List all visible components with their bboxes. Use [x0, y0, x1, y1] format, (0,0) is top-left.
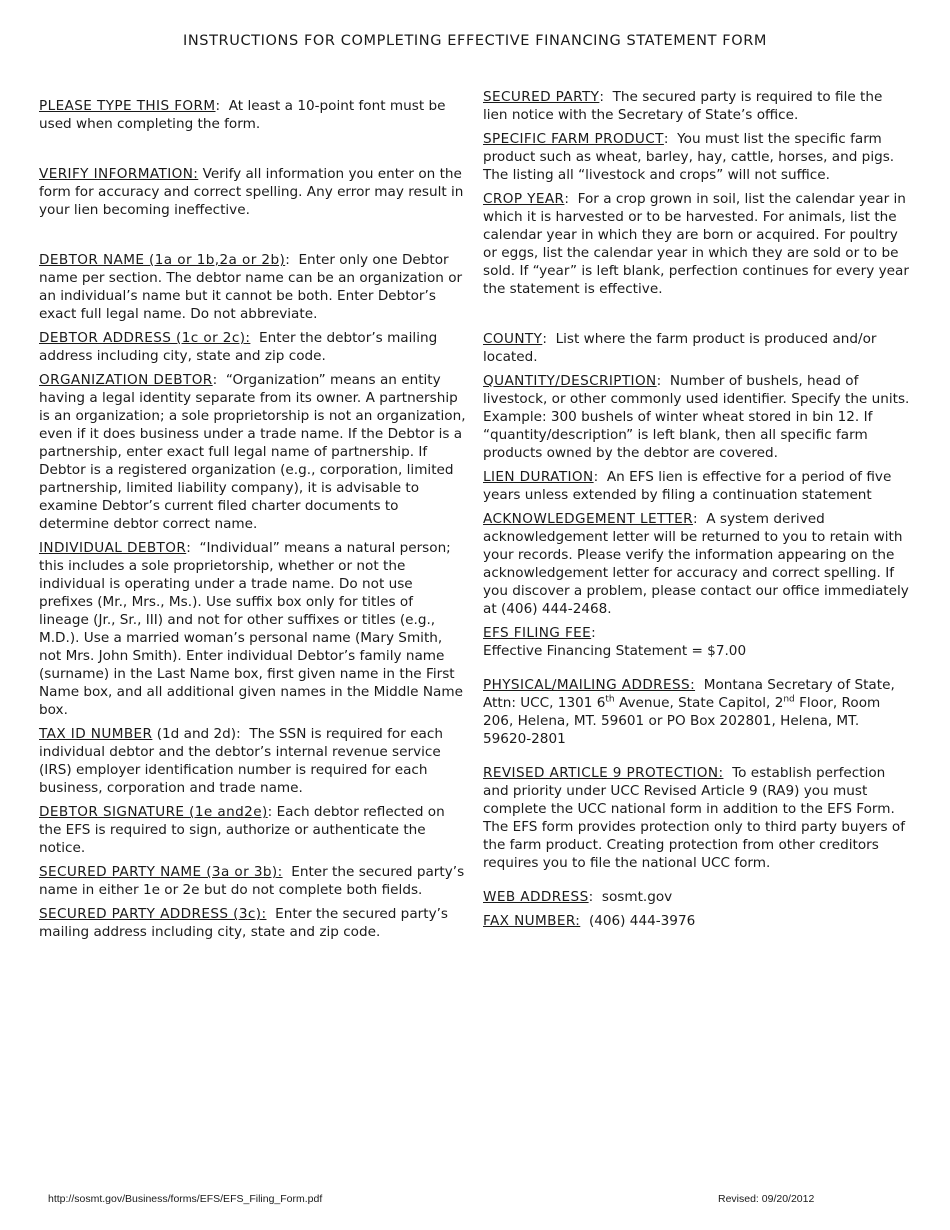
right-column — [483, 88, 911, 936]
section-secured-party-address — [39, 905, 467, 941]
section-heading: PLEASE TYPE THIS FORM — [39, 98, 216, 114]
section-body: “Organization” means an entity having a legal identity separate from its owner. A partnership is an organization; a sole proprietorship is not an organization, even if it does business under a trade name. If the Debtor is a partnership, enter exact full legal name of partnership. If Debtor is a registered organization (e.g., corporation, limited partnership, limited liability company), it is advisable to examine Debtor’s current filed charter documents to determine debtor correct name. — [39, 372, 466, 532]
section-crop-year: CROP YEAR: For a crop grown in soil, list the calendar year in which it is harvested or to be harvested. For animals, list the calendar year in which they are born or acquired. For poultry or eggs, list the calendar year in which they are sold or to be sold. If “year” is left blank, perfection continues for every year the statement is effective. — [483, 191, 909, 297]
section-heading: INDIVIDUAL DEBTOR — [39, 540, 187, 556]
section-body: An EFS lien is effective for a period of five years unless extended by filing a continuation statement — [483, 469, 892, 503]
page-title: INSTRUCTIONS FOR COMPLETING EFFECTIVE FINANCING STATEMENT FORM — [182, 33, 768, 49]
section-body: (406) 444-3976 — [588, 913, 696, 929]
footer-url: http://sosmt.gov/Business/forms/EFS/EFS_Filing_Form.pdf — [48, 1193, 323, 1205]
section-body: Number of bushels, head of livestock, or other commonly used identifier. Specify the units. Example: 300 bushels of winter wheat stored in bin 12. If “quantity/description” is left blank, then all specific farm products owned by the debtor are covered. — [483, 373, 910, 461]
section-debtor-address — [39, 329, 467, 365]
section-secured-party-name — [39, 863, 467, 899]
section-body: At least a 10-point font must be used when completing the form. — [39, 98, 446, 132]
section-physical-mailing-address — [483, 676, 911, 748]
section-heading: ACKNOWLEDGEMENT LETTER — [483, 511, 694, 527]
section-body: Effective Financing Statement = $7.00 — [483, 643, 747, 659]
section-heading: LIEN DURATION — [483, 469, 594, 485]
section-organization-debtor: ORGANIZATION DEBTOR: “Organization” means an entity having a legal identity separate from its owner. A partnership is an organization; a sole proprietorship is not an organization, even if it does business under a trade name. If the Debtor is a partnership, enter exact full legal name of partnership. If Debtor is a registered organization (e.g., corporation, limited partnership, limited liability company), it is advisable to examine Debtor’s current filed charter documents to determine debtor correct name. — [39, 372, 466, 532]
section-body: “Individual” means a natural person; this includes a sole proprietorship, whether or not the individual is operating under a trade name. Do not use prefixes (Mr., Mrs., Ms.). Use suffix box only for titles of lineage (Jr., Sr., III) and not for other suffixes or titles (e.g., M.D.). Use a married woman’s personal name (Mary Smith, not Mrs. John Smith). Enter individual Debtor’s family name (surname) in the Last Name box, first given name in the First Name box, and all additional given names in the Middle Name box. — [39, 540, 463, 718]
section-body: To establish perfection and priority under UCC Revised Article 9 (RA9) you must complete the UCC national form in addition to the EFS Form. The EFS form provides protection only to third party buyers of the farm product. Creating protection from other creditors requires you to file the national UCC form. — [483, 765, 906, 871]
section-body: Enter the secured party’s mailing address including city, state and zip code. — [39, 906, 449, 940]
section-heading: FAX NUMBER: — [483, 913, 581, 929]
section-heading: DEBTOR SIGNATURE (1e and2e) — [39, 804, 268, 820]
section-heading: WEB ADDRESS — [483, 889, 589, 905]
section-heading: SECURED PARTY ADDRESS (3c): — [39, 906, 267, 922]
section-acknowledgement-letter: ACKNOWLEDGEMENT LETTER: A system derived acknowledgement letter will be returned to you to retain with your records. Please verify the information appearing on the acknowledgement letter for accuracy and correct spelling. If you discover a problem, please contact our office immediately at (406) 444-2468. — [483, 511, 909, 617]
section-debtor-name: DEBTOR NAME (1a or 1b,2a or 2b): Enter only one Debtor name per section. The debtor name can be an organization or an individual’s name but it cannot be both. Enter Debtor’s exact full legal name. Do not abbreviate. — [39, 252, 463, 322]
section-body: List where the farm product is produced and/or located. — [483, 331, 877, 365]
section-debtor-signature: DEBTOR SIGNATURE (1e and2e): Each debtor reflected on the EFS is required to sign, authorize or authenticate the notice. — [39, 804, 445, 856]
section-quantity-description: QUANTITY/DESCRIPTION: Number of bushels, head of livestock, or other commonly used identifier. Specify the units. Example: 300 bushels of winter wheat stored in bin 12. If “quantity/description” is left blank, then all specific farm products owned by the debtor are covered. — [483, 373, 910, 461]
section-heading: DEBTOR NAME (1a or 1b,2a or 2b) — [39, 252, 286, 268]
section-type-form: PLEASE TYPE THIS FORM: At least a 10-point font must be used when completing the form. — [39, 98, 446, 132]
section-heading: TAX ID NUMBER — [39, 726, 153, 742]
section-body: The SSN is required for each individual debtor and the debtor’s internal revenue service (IRS) employer identification number is required for each business, corporation and trade name. — [39, 726, 443, 796]
section-heading: SPECIFIC FARM PRODUCT — [483, 131, 664, 147]
section-body: Enter the secured party’s name in either 1e or 2e but do not complete both fields. — [39, 864, 465, 898]
section-individual-debtor: INDIVIDUAL DEBTOR: “Individual” means a natural person; this includes a sole proprietorship, whether or not the individual is operating under a trade name. Do not use prefixes (Mr., Mrs., Ms.). Use suffix box only for titles of lineage (Jr., Sr., III) and not for other suffixes or titles (e.g., M.D.). Use a married woman’s personal name (Mary Smith, not Mrs. John Smith). Enter individual Debtor’s family name (surname) in the Last Name box, first given name in the First Name box, and all additional given names in the Middle Name box. — [39, 540, 463, 718]
section-body: Enter only one Debtor name per section. The debtor name can be an organization or an individual’s name but it cannot be both. Enter Debtor’s exact full legal name. Do not abbreviate. — [39, 252, 463, 322]
section-web-address: WEB ADDRESS: sosmt.gov — [483, 889, 673, 905]
section-efs-filing-fee: EFS FILING FEE: Effective Financing Statement = $7.00 — [483, 624, 911, 660]
section-body: You must list the specific farm product such as wheat, barley, hay, cattle, horses, and pigs. The listing all “livestock and crops” will not suffice. — [483, 131, 895, 183]
section-verify-information — [39, 165, 467, 219]
section-heading: REVISED ARTICLE 9 PROTECTION: — [483, 765, 724, 781]
section-body: For a crop grown in soil, list the calendar year in which it is harvested or to be harvested. For animals, list the calendar year in which they are born or acquired. For poultry or eggs, list the calendar year in which they are sold or to be sold. If “year” is left blank, perfection continues for every year the statement is effective. — [483, 191, 909, 297]
section-heading: DEBTOR ADDRESS (1c or 2c): — [39, 330, 251, 346]
section-body: Each debtor reflected on the EFS is required to sign, authorize or authenticate the notice. — [39, 804, 445, 856]
section-heading: SECURED PARTY — [483, 89, 600, 105]
section-heading: EFS FILING FEE — [483, 625, 592, 641]
section-body: sosmt.gov — [601, 889, 673, 905]
section-body: Enter the debtor’s mailing address including city, state and zip code. — [39, 330, 438, 364]
section-body: The secured party is required to file the lien notice with the Secretary of State’s office. — [483, 89, 883, 123]
section-heading: COUNTY — [483, 331, 543, 347]
section-revised-article-9 — [483, 764, 911, 872]
section-lien-duration: LIEN DURATION: An EFS lien is effective for a period of five years unless extended by filing a continuation statement — [483, 469, 892, 503]
section-heading: VERIFY INFORMATION: — [39, 166, 199, 182]
section-heading: QUANTITY/DESCRIPTION — [483, 373, 657, 389]
section-heading: ORGANIZATION DEBTOR — [39, 372, 213, 388]
section-county: COUNTY: List where the farm product is produced and/or located. — [483, 331, 877, 365]
left-column — [39, 97, 467, 947]
section-heading: PHYSICAL/MAILING ADDRESS: — [483, 677, 696, 693]
section-heading: CROP YEAR — [483, 191, 565, 207]
section-heading: SECURED PARTY NAME (3a or 3b): — [39, 864, 283, 880]
section-fax-number — [483, 912, 911, 930]
section-body: A system derived acknowledgement letter will be returned to you to retain with your records. Please verify the information appearing on the acknowledgement letter for accuracy and correct spelling. If you discover a problem, please contact our office immediately at (406) 444-2468. — [483, 511, 909, 617]
section-tax-id-number: TAX ID NUMBER (1d and 2d): The SSN is required for each individual debtor and the debtor’s internal revenue service (IRS) employer identification number is required for each business, corporation and trade name. — [39, 726, 443, 796]
section-body: Montana Secretary of State, Attn: UCC, 1301 6th Avenue, State Capitol, 2nd Floor, Room 206, Helena, MT. 59601 or PO Box 202801, Helena, MT. 59620-2801 — [483, 677, 895, 747]
section-secured-party: SECURED PARTY: The secured party is required to file the lien notice with the Secretary of State’s office. — [483, 89, 883, 123]
footer-revised-date: Revised: 09/20/2012 — [718, 1193, 815, 1205]
section-body: Verify all information you enter on the form for accuracy and correct spelling. Any error may result in your lien becoming ineffective. — [39, 166, 464, 218]
section-specific-farm-product: SPECIFIC FARM PRODUCT: You must list the specific farm product such as wheat, barley, hay, cattle, horses, and pigs. The listing all “livestock and crops” will not suffice. — [483, 131, 895, 183]
